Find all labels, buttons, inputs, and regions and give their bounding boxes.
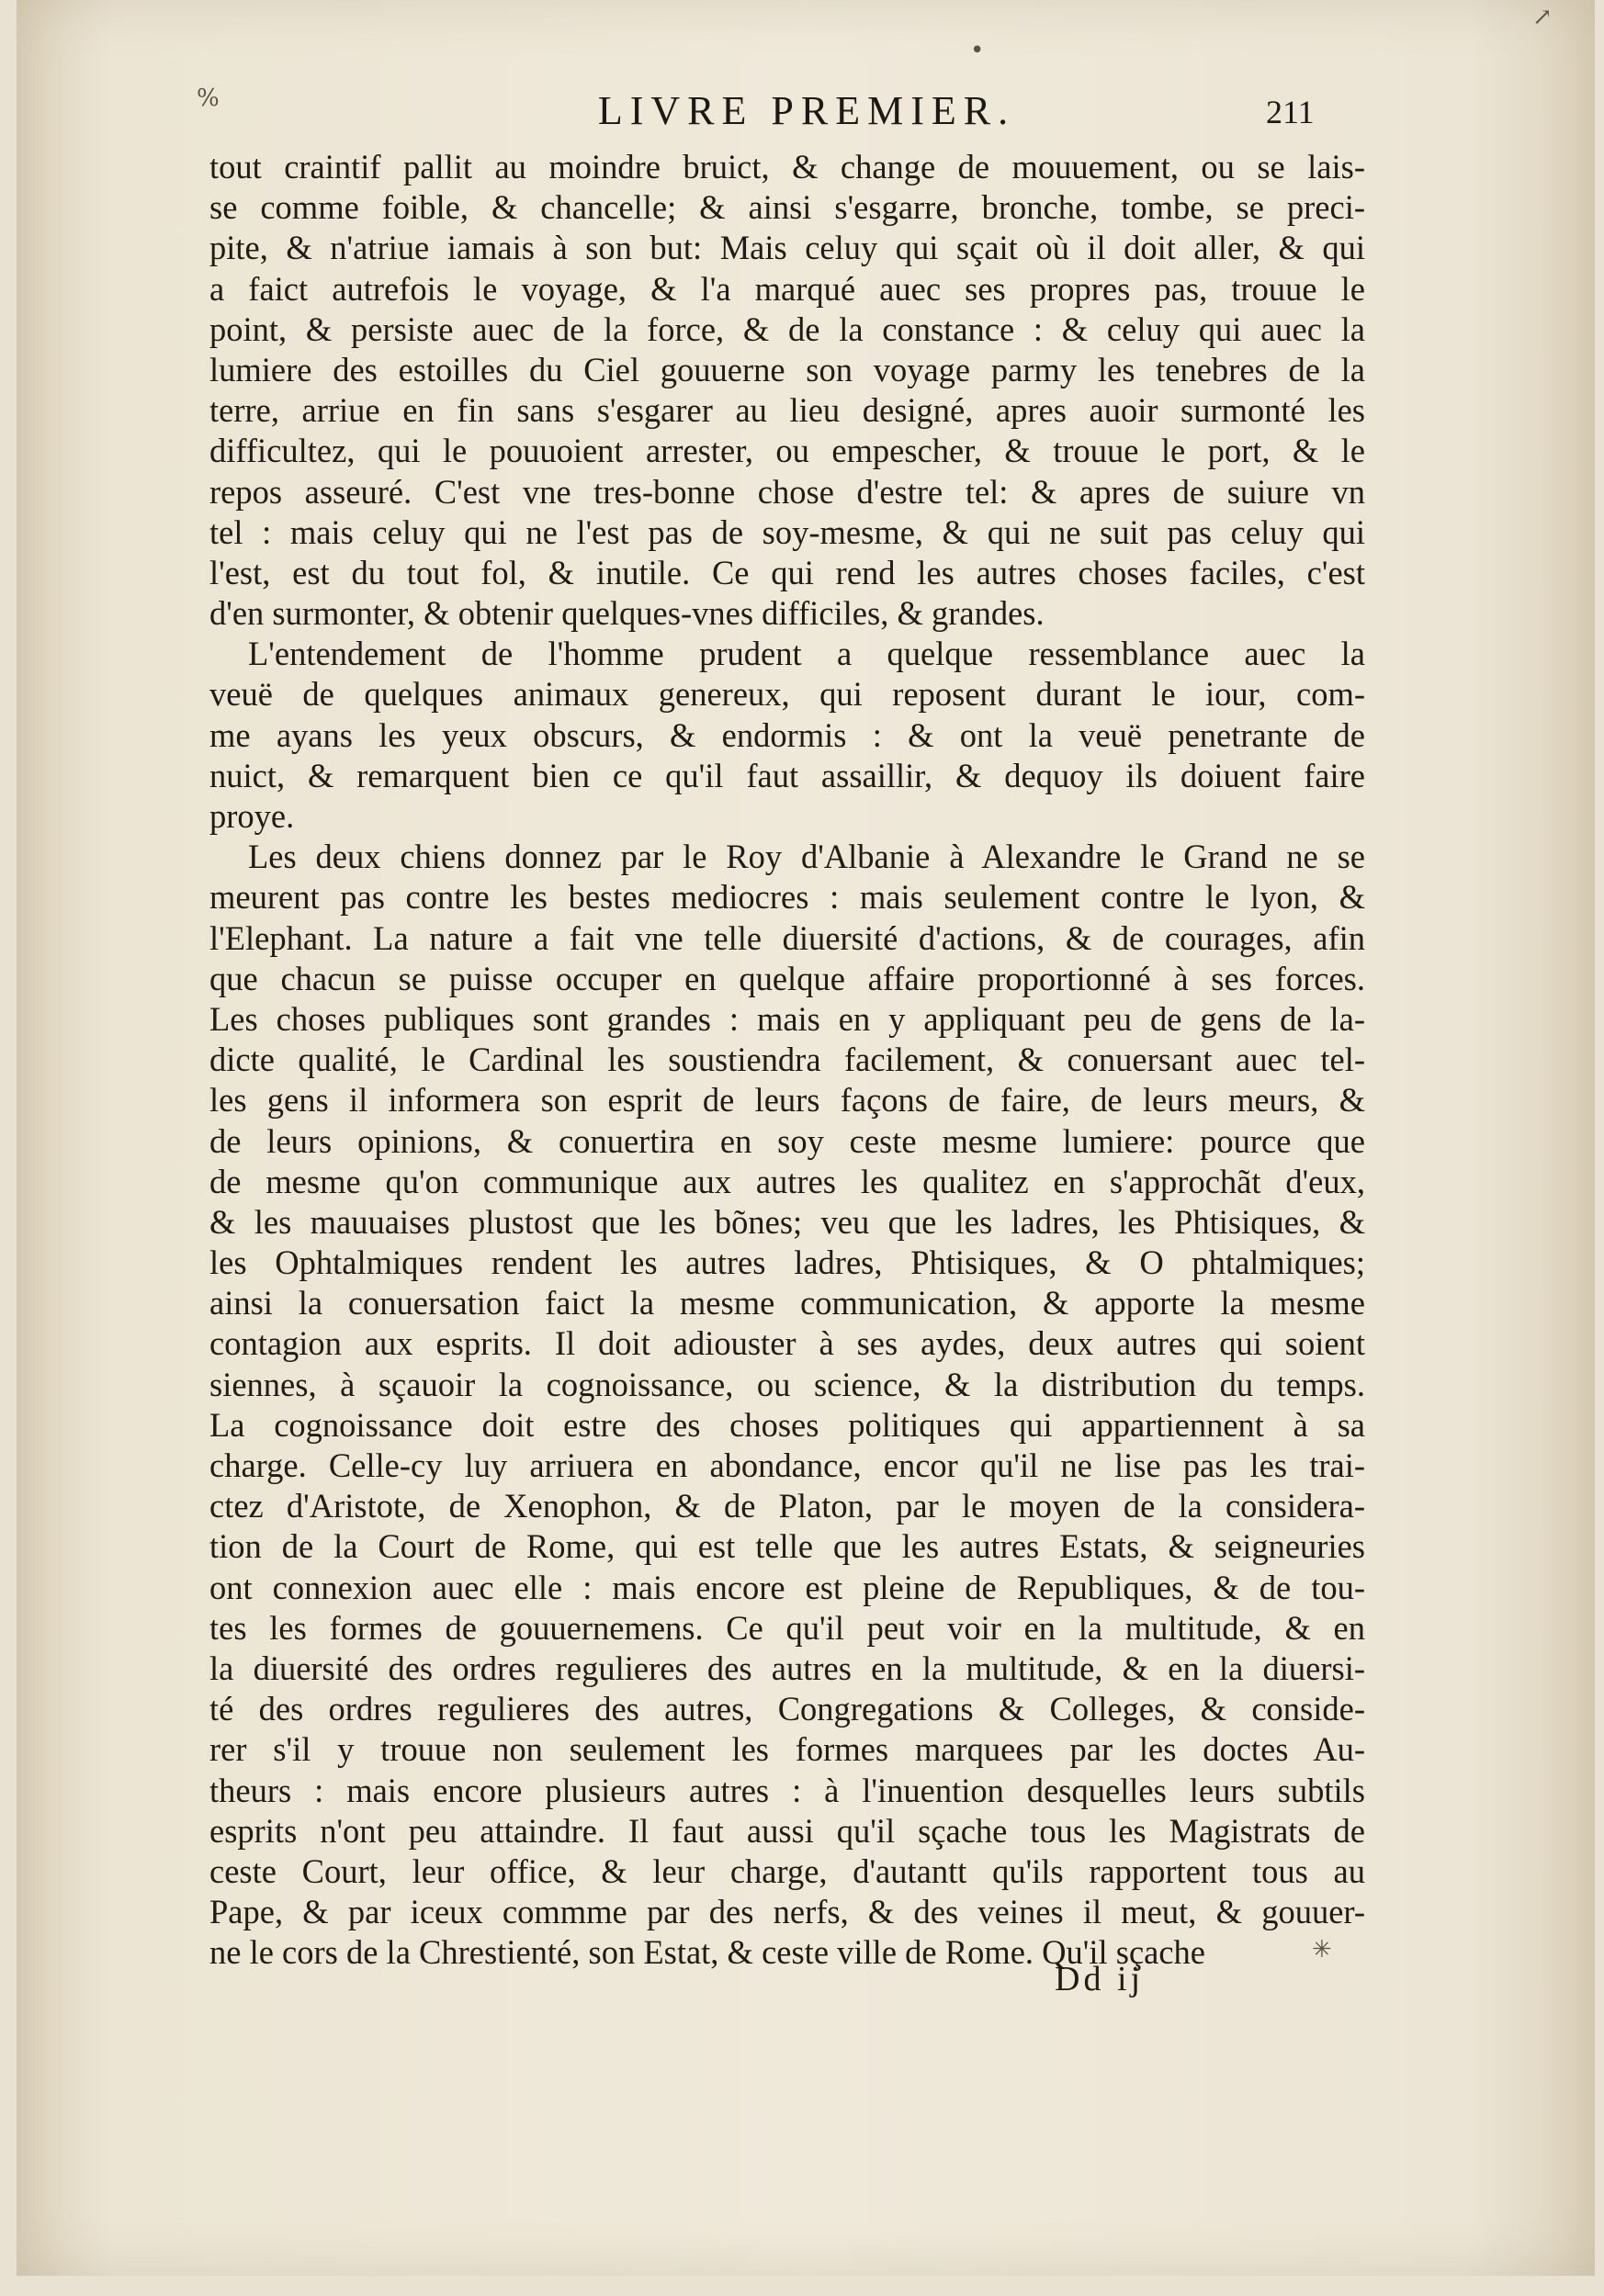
text-line: ne le cors de la Chrestienté, son Estat, & ceste ville de Rome. Qu'il sçache [209,1933,1206,1972]
margin-mark-bottom-right: ✳ [1312,1936,1332,1964]
paragraph [209,837,1365,1973]
text-line: ceste Court, leur office, & leur charge, d'autantt qu'ils rapportent tous au [209,1851,1365,1890]
text-line: a faict autrefois le voyage, & l'a marqué auec ses propres pas, trouue le [209,269,1365,308]
text-line: ctez d'Aristote, de Xenophon, & de Platon, par le moyen de la considera- [209,1487,1365,1525]
text-block [209,147,1365,1973]
page-number: 211 [1266,94,1315,130]
text-line: de mesme qu'on communique aux autres les qualitez en s'approchãt d'eux, [209,1162,1365,1200]
text-line: nuict, & remarquent bien ce qu'il faut assaillir, & dequoy ils doiuent faire [209,756,1365,794]
text-line: repos asseuré. C'est vne tres-bonne chose d'estre tel: & apres de suiure vn [209,472,1365,511]
text-line: la diuersité des ordres regulieres des autres en la multitude, & en la diuersi- [209,1649,1365,1687]
text-line: de leurs opinions, & conuertira en soy ceste mesme lumiere: pource que [209,1121,1365,1160]
text-line: d'en surmonter, & obtenir quelques-vnes difficiles, & grandes. [209,594,1045,633]
text-line: Les choses publiques sont grandes : mais en y appliquant peu de gens de la- [209,999,1365,1038]
running-title: LIVRE PREMIER. [597,88,1016,133]
text-line: se comme foible, & chancelle; & ainsi s'esgarre, bronche, tombe, se preci- [209,188,1365,227]
text-line: ainsi la conuersation faict la mesme communication, & apporte la mesme [209,1284,1365,1322]
paragraph [209,147,1365,634]
text-line: tes les formes de gouuernemens. Ce qu'il peut voir en la multitude, & en [209,1608,1365,1647]
margin-mark-top-right: ↗ [1532,4,1553,31]
text-line: veuë de quelques animaux genereux, qui reposent durant le iour, com- [209,675,1365,714]
text-line: meurent pas contre les bestes mediocres : mais seulement contre le lyon, & [209,878,1365,917]
text-line: esprits n'ont peu attaindre. Il faut aussi qu'il sçache tous les Magistrats de [209,1811,1365,1850]
text-line: Les deux chiens donnez par le Roy d'Albanie à Alexandre le Grand ne se [248,838,1365,876]
text-line: point, & persiste auec de la force, & de la constance : & celuy qui auec la [209,310,1365,348]
text-line: ont connexion auec elle : mais encore est pleine de Republiques, & de tou- [209,1568,1365,1606]
text-line: Pape, & par iceux commme par des nerfs, & des veines il meut, & gouuer- [209,1893,1365,1931]
book-page [17,0,1595,2276]
text-line: pite, & n'atriue iamais à son but: Mais celuy qui sçait où il doit aller, & qui [209,229,1365,267]
text-line: les gens il informera son esprit de leurs façons de faire, de leurs meurs, & [209,1081,1365,1120]
text-line: proye. [209,797,295,835]
text-line: me ayans les yeux obscurs, & endormis : & ont la veuë penetrante de [209,715,1365,754]
text-line: difficultez, qui le pouuoient arrester, ou empescher, & trouue le port, & le [209,432,1365,470]
text-line: siennes, à sçauoir la cognoissance, ou science, & la distribution du temps. [209,1365,1365,1403]
text-line: té des ordres regulieres des autres, Congregations & Colleges, & conside- [209,1690,1365,1728]
text-line: charge. Celle-cy luy arriuera en abondance, encor qu'il ne lise pas les trai- [209,1446,1365,1484]
text-line: les Ophtalmiques rendent les autres ladres, Phtisiques, & O phtalmiques; [209,1244,1365,1282]
text-line: l'est, est du tout fol, & inutile. Ce qui rend les autres choses faciles, c'est [209,553,1365,591]
text-line: rer s'il y trouue non seulement les formes marquees par les doctes Au- [209,1730,1365,1769]
text-line: L'entendement de l'homme prudent a quelque ressemblance auec la [248,635,1365,673]
text-line: theurs : mais encore plusieurs autres : à l'inuention desquelles leurs subtils [209,1771,1365,1809]
text-line: tel : mais celuy qui ne l'est pas de soy-mesme, & qui ne suit pas celuy qui [209,512,1365,551]
text-line: dicte qualité, le Cardinal les soustiendra facilement, & conuersant auec tel- [209,1041,1365,1079]
text-line: & les mauuaises plustost que les bõnes; veu que les ladres, les Phtisiques, & [209,1202,1365,1241]
text-line: La cognoissance doit estre des choses politiques qui appartiennent à sa [209,1405,1365,1444]
text-line: contagion aux esprits. Il doit adiouster à ses aydes, deux autres qui soient [209,1324,1365,1363]
text-line: tion de la Court de Rome, qui est telle que les autres Estats, & seigneuries [209,1527,1365,1566]
margin-mark-top-left: % [197,84,220,112]
text-line: terre, arriue en fin sans s'esgarer au lieu designé, apres auoir surmonté les [209,391,1365,430]
text-line: tout craintif pallit au moindre bruict, & change de mouuement, ou se lais- [209,148,1365,186]
text-line: lumiere des estoilles du Ciel gouuerne son voyage parmy les tenebres de la [209,350,1365,388]
margin-mark-top-center: • [970,37,985,64]
page-header [17,87,1595,142]
signature-mark: Dd ij [1055,1960,1145,1998]
text-line: l'Elephant. La nature a fait vne telle diuersité d'actions, & de courages, afin [209,918,1365,957]
text-line: que chacun se puisse occuper en quelque affaire proportionné à ses forces. [209,959,1365,997]
paragraph [209,634,1365,837]
